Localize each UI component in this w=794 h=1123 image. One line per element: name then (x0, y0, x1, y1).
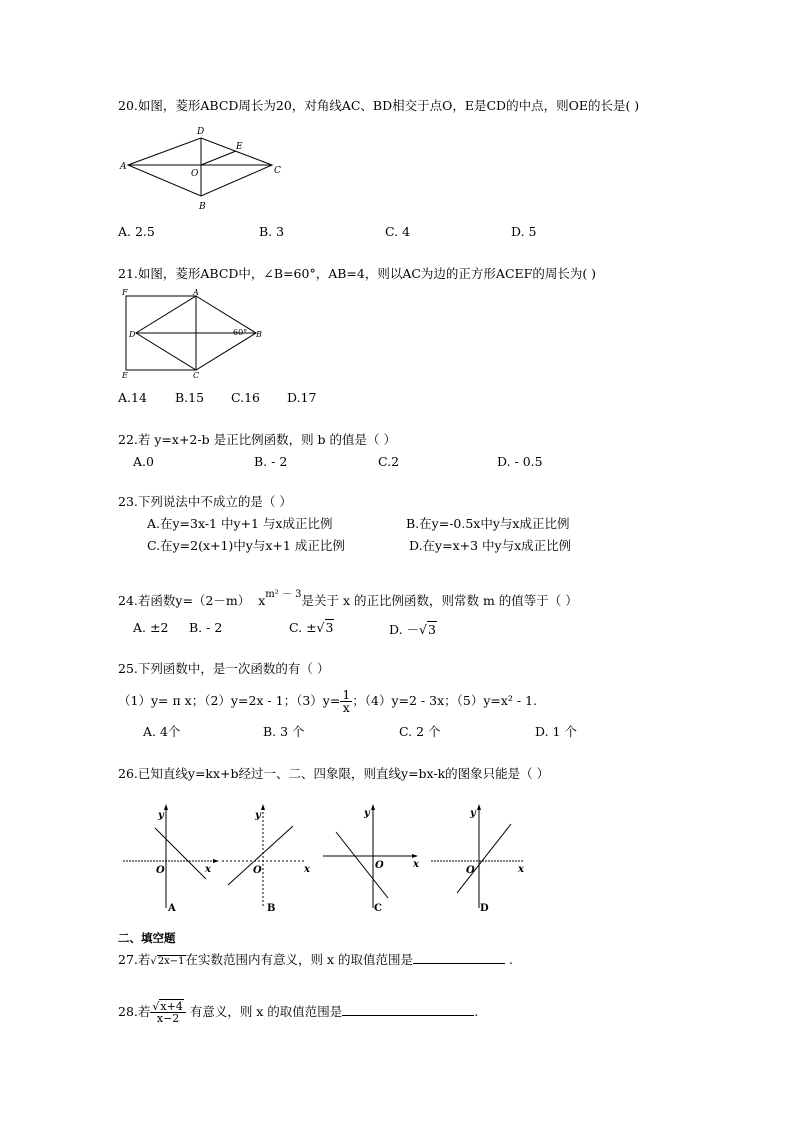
q21-label-e: E (122, 371, 128, 380)
q25-option-c: C. 2 个 (399, 724, 441, 739)
q26-caption-d: D (480, 903, 489, 914)
q28-suffix: 有意义，则 x 的取值范围是 (189, 1004, 343, 1019)
q24-stem (118, 588, 578, 609)
q20-label-o: O (191, 169, 199, 179)
q25-fraction: $\frac{1}{x}$ (342, 686, 351, 715)
q22-option-a: A.0 (133, 454, 154, 469)
q25-functions-part1: （1）y= π x；（2）y=2x - 1；（3）y= (118, 693, 341, 708)
q23-option-a: A.在y=3x-1 中y+1 与x成正比例 (147, 516, 333, 531)
q23-stem: 23.下列说法中不成立的是（ ） (118, 494, 292, 509)
q24-exponent: m² － 3 (265, 589, 302, 600)
q21-label-c: C (193, 371, 200, 380)
svg-text:x: x (205, 864, 211, 875)
q22-option-b: B. - 2 (254, 454, 288, 469)
q28-end: . (474, 1004, 479, 1019)
q28-den: x−2 (156, 1012, 180, 1025)
svg-text:y: y (158, 810, 164, 821)
q20-label-e: E (236, 142, 243, 152)
q27-prefix: 27.若 (118, 952, 151, 967)
q21-option-d: D.17 (287, 390, 317, 405)
q20-stem: 20.如图，菱形ABCD周长为20，对角线AC、BD相交于点O，E是CD的中点，则OE的长是( ) (118, 98, 640, 113)
q27-suffix: 在实数范围内有意义，则 x 的取值范围是 (185, 952, 414, 967)
q21-angle-label: 60° (233, 328, 248, 337)
q27-answer-blank[interactable] (413, 951, 505, 964)
q22-option-d: D. - 0.5 (497, 454, 543, 469)
q24-stem-a: 24.若函数 (118, 593, 176, 609)
q21-label-a: A (193, 288, 199, 297)
q20-option-a: A. 2.5 (118, 224, 155, 239)
q22-stem: 22.若 y=x+2-b 是正比例函数，则 b 的值是（ ） (118, 432, 396, 447)
q23-option-d: D.在y=x+3 中y与x成正比例 (409, 538, 572, 553)
q24-stem-b: 是关于 x 的正比例函数，则常数 m 的值等于（ ） (301, 593, 578, 609)
q20-rhombus-figure (118, 124, 288, 212)
q28-fraction: $\frac{√x+4}{x-2}$ (150, 1001, 185, 1024)
q21-stem: 21.如图，菱形ABCD中，∠B=60°，AB=4，则以AC为边的正方形ACEF的周长为( ) (118, 266, 597, 281)
q28-answer-blank[interactable] (342, 1003, 474, 1016)
q27-radicand: 2x−1 (157, 956, 185, 967)
q26-caption-b: B (267, 903, 276, 914)
svg-text:O: O (253, 865, 262, 876)
q26-stem: 26.已知直线y=kx+b经过一、二、四象限，则直线y=bx-k的图象只能是（ ） (118, 766, 550, 781)
q24-radicand-c: 3 (325, 620, 334, 635)
q25-functions (118, 684, 537, 718)
q21-label-b: B (256, 330, 262, 339)
q20-label-c: C (274, 166, 281, 176)
svg-text:x: x (413, 859, 419, 870)
q20-option-b: B. 3 (259, 224, 285, 239)
q24-radicand-d: 3 (428, 622, 436, 637)
q28-prefix: 28.若 (118, 1004, 151, 1019)
q21-label-d: D (129, 330, 136, 339)
q20-label-a: A (120, 162, 127, 172)
q24-option-a: A. ±2 (133, 620, 169, 635)
q26-caption-c: C (374, 903, 382, 914)
q25-functions-part2: ；（4）y=2 - 3x；（5）y=x² - 1. (352, 693, 538, 708)
q24-option-c: C. ±√3 (289, 620, 334, 635)
svg-text:x: x (518, 864, 524, 875)
svg-text:y: y (364, 808, 370, 819)
q20-label-d: D (197, 127, 205, 137)
q24-expr-b: x (258, 593, 266, 609)
q25-stem: 25.下列函数中，是一次函数的有（ ） (118, 661, 330, 676)
svg-text:x: x (304, 864, 310, 875)
q21-label-f: F (122, 288, 128, 297)
q21-rhombus-square-figure (118, 288, 268, 380)
q23-option-b: B.在y=-0.5x中y与x成正比例 (406, 516, 570, 531)
q28-line (118, 992, 478, 1032)
svg-text:y: y (470, 808, 476, 819)
q20-option-c: C. 4 (385, 224, 411, 239)
svg-text:O: O (156, 865, 165, 876)
q21-option-b: B.15 (175, 390, 205, 405)
svg-text:O: O (466, 865, 475, 876)
svg-text:O: O (375, 860, 384, 871)
q23-option-c: C.在y=2(x+1)中y与x+1 成正比例 (147, 538, 345, 553)
q28-num-radicand: x+4 (160, 1000, 183, 1013)
q26-graphs (118, 800, 538, 916)
q25-option-a: A. 4个 (143, 724, 181, 739)
q24-option-d: D. －√3 (389, 622, 436, 637)
section-fill-in-title: 二、填空题 (118, 931, 176, 945)
q20-label-b: B (199, 202, 206, 212)
q26-caption-a: A (168, 903, 176, 914)
q27-line: 27.若√2x−1在实数范围内有意义，则 x 的取值范围是 . (118, 952, 513, 967)
q27-end: . (509, 952, 513, 967)
q21-option-c: C.16 (231, 390, 260, 405)
q24-option-b: B. - 2 (189, 620, 223, 635)
q20-option-d: D. 5 (511, 224, 537, 239)
q22-option-c: C.2 (378, 454, 400, 469)
q21-option-a: A.14 (118, 390, 147, 405)
q24-expr-a: y=（2－m） (175, 593, 251, 609)
svg-text:y: y (255, 810, 261, 821)
q25-option-d: D. 1 个 (535, 724, 577, 739)
q25-option-b: B. 3 个 (263, 724, 305, 739)
